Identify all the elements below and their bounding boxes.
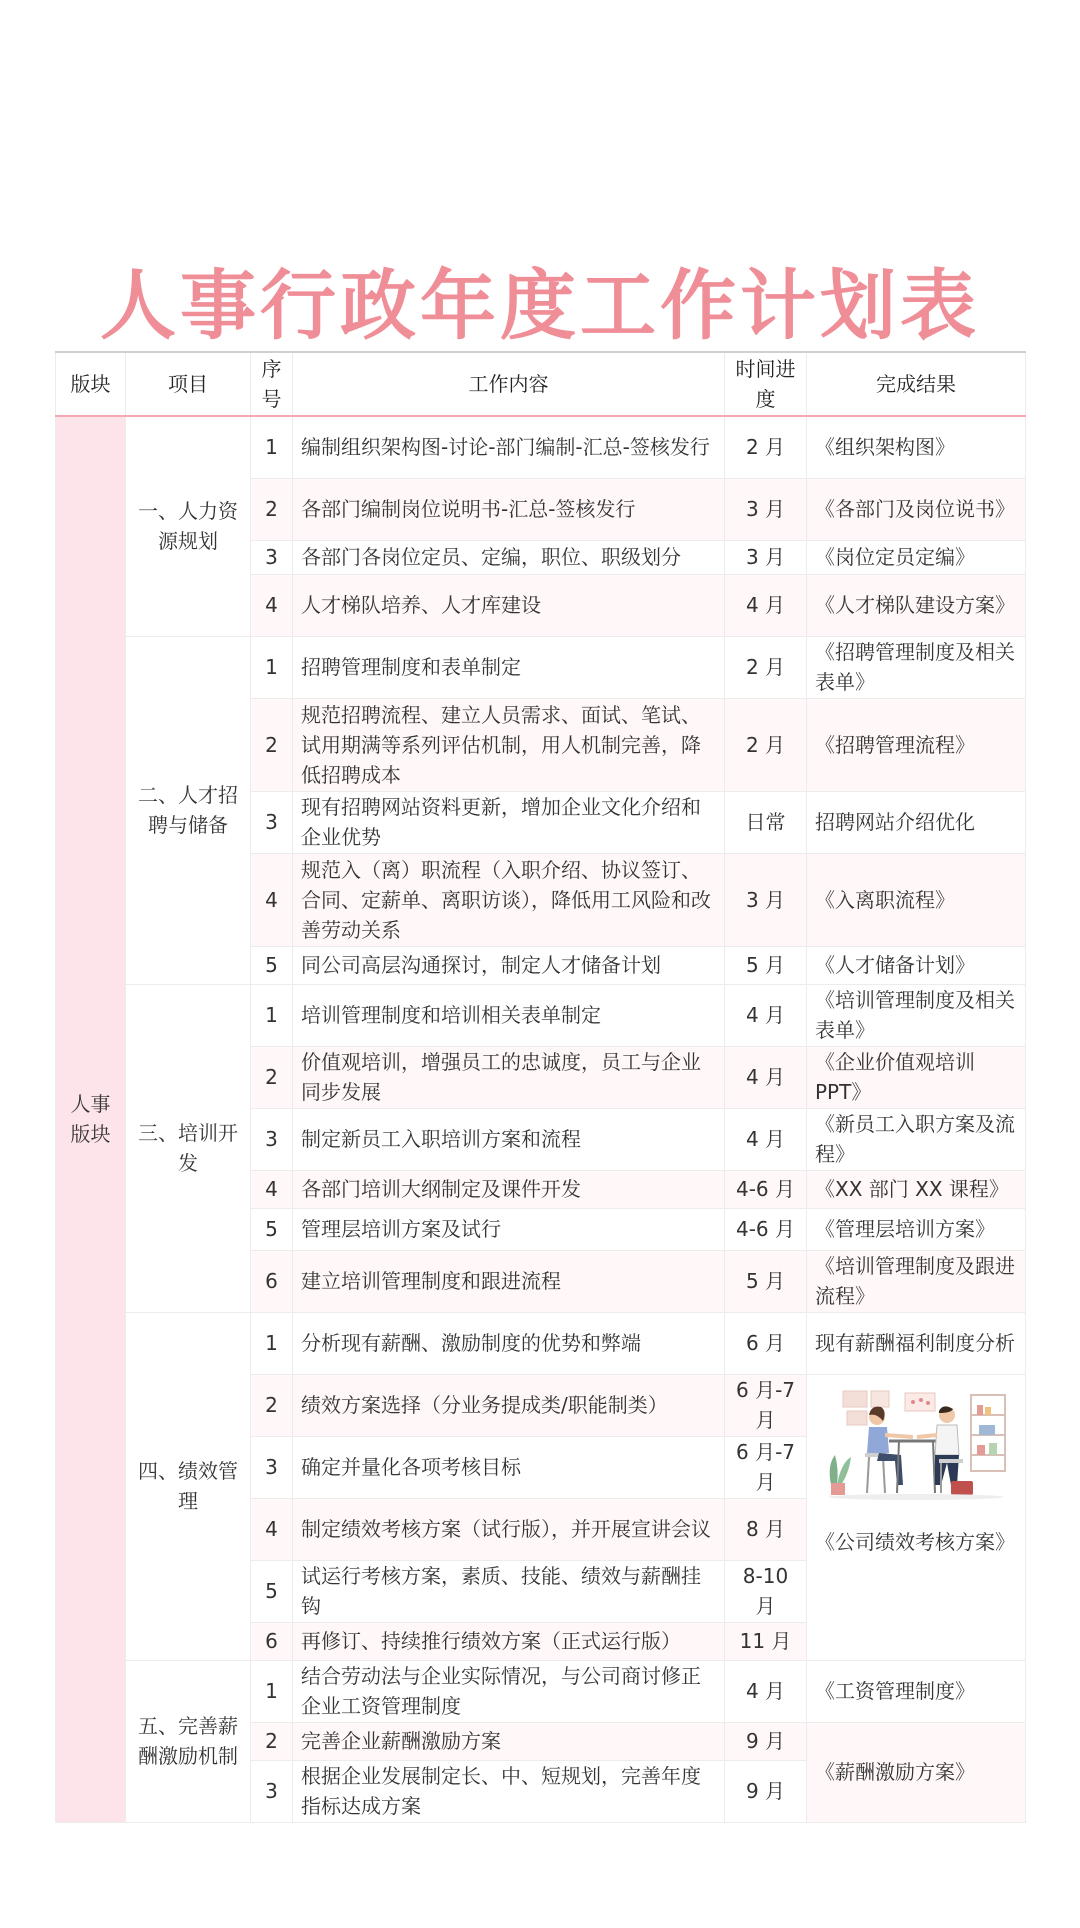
row-time: 5 月 [725,1250,807,1312]
row-content: 再修订、持续推行绩效方案（正式运行版） [293,1622,725,1660]
group-label: 五、完善薪酬激励机制 [126,1660,251,1822]
row-time: 4 月 [725,1046,807,1108]
row-content: 规范招聘流程、建立人员需求、面试、笔试、试用期满等系列评估机制，用人机制完善，降低招聘成本 [293,698,725,791]
row-time: 2 月 [725,416,807,478]
row-number: 4 [251,853,293,946]
row-result: 《各部门及岗位说书》 [807,478,1026,540]
row-time: 6 月 [725,1312,807,1374]
row-time: 4-6 月 [725,1208,807,1250]
row-content: 价值观培训，增强员工的忠诚度，员工与企业同步发展 [293,1046,725,1108]
table-row [56,1312,1026,1374]
row-time: 日常 [725,791,807,853]
row-result: 《企业价值观培训PPT》 [807,1046,1026,1108]
row-content: 编制组织架构图-讨论-部门编制-汇总-签核发行 [293,416,725,478]
row-number: 2 [251,1374,293,1436]
row-result: 《管理层培训方案》 [807,1208,1026,1250]
table-row [56,636,1026,698]
row-number: 1 [251,984,293,1046]
row-number: 6 [251,1250,293,1312]
row-content: 根据企业发展制定长、中、短规划，完善年度指标达成方案 [293,1760,725,1822]
row-result: 《招聘管理流程》 [807,698,1026,791]
row-number: 2 [251,698,293,791]
row-result: 《新员工入职方案及流程》 [807,1108,1026,1170]
row-content: 人才梯队培养、人才库建设 [293,574,725,636]
row-content: 确定并量化各项考核目标 [293,1436,725,1498]
row-content: 分析现有薪酬、激励制度的优势和弊端 [293,1312,725,1374]
row-result: 《人才储备计划》 [807,946,1026,984]
row-time: 4-6 月 [725,1170,807,1208]
row-content: 各部门培训大纲制定及课件开发 [293,1170,725,1208]
row-time: 8-10 月 [725,1560,807,1622]
row-time: 8 月 [725,1498,807,1560]
merged-result-cell [807,1374,1026,1660]
row-number: 6 [251,1622,293,1660]
row-time: 9 月 [725,1722,807,1760]
table-row [56,1660,1026,1722]
group-label: 一、人力资源规划 [126,416,251,636]
row-time: 4 月 [725,984,807,1046]
table-row [56,984,1026,1046]
row-number: 5 [251,1560,293,1622]
row-result: 招聘网站介绍优化 [807,791,1026,853]
row-content: 试运行考核方案，素质、技能、绩效与薪酬挂钩 [293,1560,725,1622]
group-label: 三、培训开发 [126,984,251,1312]
row-content: 招聘管理制度和表单制定 [293,636,725,698]
merged-result-cell: 《薪酬激励方案》 [807,1722,1026,1822]
row-time: 2 月 [725,698,807,791]
meeting-illustration-icon [821,1385,1011,1503]
row-result: 《培训管理制度及跟进流程》 [807,1250,1026,1312]
header-content: 工作内容 [293,352,725,416]
row-time: 2 月 [725,636,807,698]
row-result: 《人才梯队建设方案》 [807,574,1026,636]
row-content: 结合劳动法与企业实际情况，与公司商讨修正企业工资管理制度 [293,1660,725,1722]
row-result: 现有薪酬福利制度分析 [807,1312,1026,1374]
row-result: 《岗位定员定编》 [807,540,1026,574]
row-number: 1 [251,1312,293,1374]
row-number: 3 [251,791,293,853]
header-row [56,352,1026,416]
row-number: 5 [251,946,293,984]
row-content: 制定绩效考核方案（试行版），并开展宣讲会议 [293,1498,725,1560]
row-time: 3 月 [725,478,807,540]
row-number: 2 [251,1722,293,1760]
header-result: 完成结果 [807,352,1026,416]
work-plan-table [55,351,1026,1823]
row-result: 《培训管理制度及相关表单》 [807,984,1026,1046]
row-number: 3 [251,1108,293,1170]
row-result: 《工资管理制度》 [807,1660,1026,1722]
row-content: 各部门各岗位定员、定编，职位、职级划分 [293,540,725,574]
row-content: 完善企业薪酬激励方案 [293,1722,725,1760]
row-content: 建立培训管理制度和跟进流程 [293,1250,725,1312]
row-content: 同公司高层沟通探讨，制定人才储备计划 [293,946,725,984]
row-number: 5 [251,1208,293,1250]
row-number: 1 [251,416,293,478]
row-number: 2 [251,478,293,540]
header-section: 版块 [56,352,126,416]
header-num: 序号 [251,352,293,416]
row-content: 现有招聘网站资料更新，增加企业文化介绍和企业优势 [293,791,725,853]
row-result: 《招聘管理制度及相关表单》 [807,636,1026,698]
row-number: 4 [251,1498,293,1560]
merged-result-text: 《公司绩效考核方案》 [815,1529,1015,1554]
row-time: 4 月 [725,1108,807,1170]
row-content: 规范入（离）职流程（入职介绍、协议签订、合同、定薪单、离职访谈），降低用工风险和改善劳动关系 [293,853,725,946]
row-number: 2 [251,1046,293,1108]
row-content: 各部门编制岗位说明书-汇总-签核发行 [293,478,725,540]
row-number: 3 [251,1436,293,1498]
group-label: 四、绩效管理 [126,1312,251,1660]
row-time: 6 月-7 月 [725,1374,807,1436]
page-title: 人事行政年度工作计划表 [100,261,980,350]
row-number: 3 [251,540,293,574]
row-number: 1 [251,1660,293,1722]
row-content: 绩效方案选择（分业务提成类/职能制类） [293,1374,725,1436]
group-label: 二、人才招聘与储备 [126,636,251,984]
row-time: 4 月 [725,1660,807,1722]
row-time: 3 月 [725,540,807,574]
row-result: 《组织架构图》 [807,416,1026,478]
row-time: 11 月 [725,1622,807,1660]
row-time: 9 月 [725,1760,807,1822]
row-number: 3 [251,1760,293,1822]
table-row [56,416,1026,478]
row-result: 《入离职流程》 [807,853,1026,946]
section-cell: 人事版块 [56,416,126,1822]
row-result: 《XX 部门 XX 课程》 [807,1170,1026,1208]
row-time: 3 月 [725,853,807,946]
header-time: 时间进度 [725,352,807,416]
row-time: 4 月 [725,574,807,636]
row-content: 培训管理制度和培训相关表单制定 [293,984,725,1046]
row-number: 4 [251,574,293,636]
row-content: 制定新员工入职培训方案和流程 [293,1108,725,1170]
row-number: 1 [251,636,293,698]
row-content: 管理层培训方案及试行 [293,1208,725,1250]
row-time: 6 月-7 月 [725,1436,807,1498]
header-item: 项目 [126,352,251,416]
row-number: 4 [251,1170,293,1208]
row-time: 5 月 [725,946,807,984]
